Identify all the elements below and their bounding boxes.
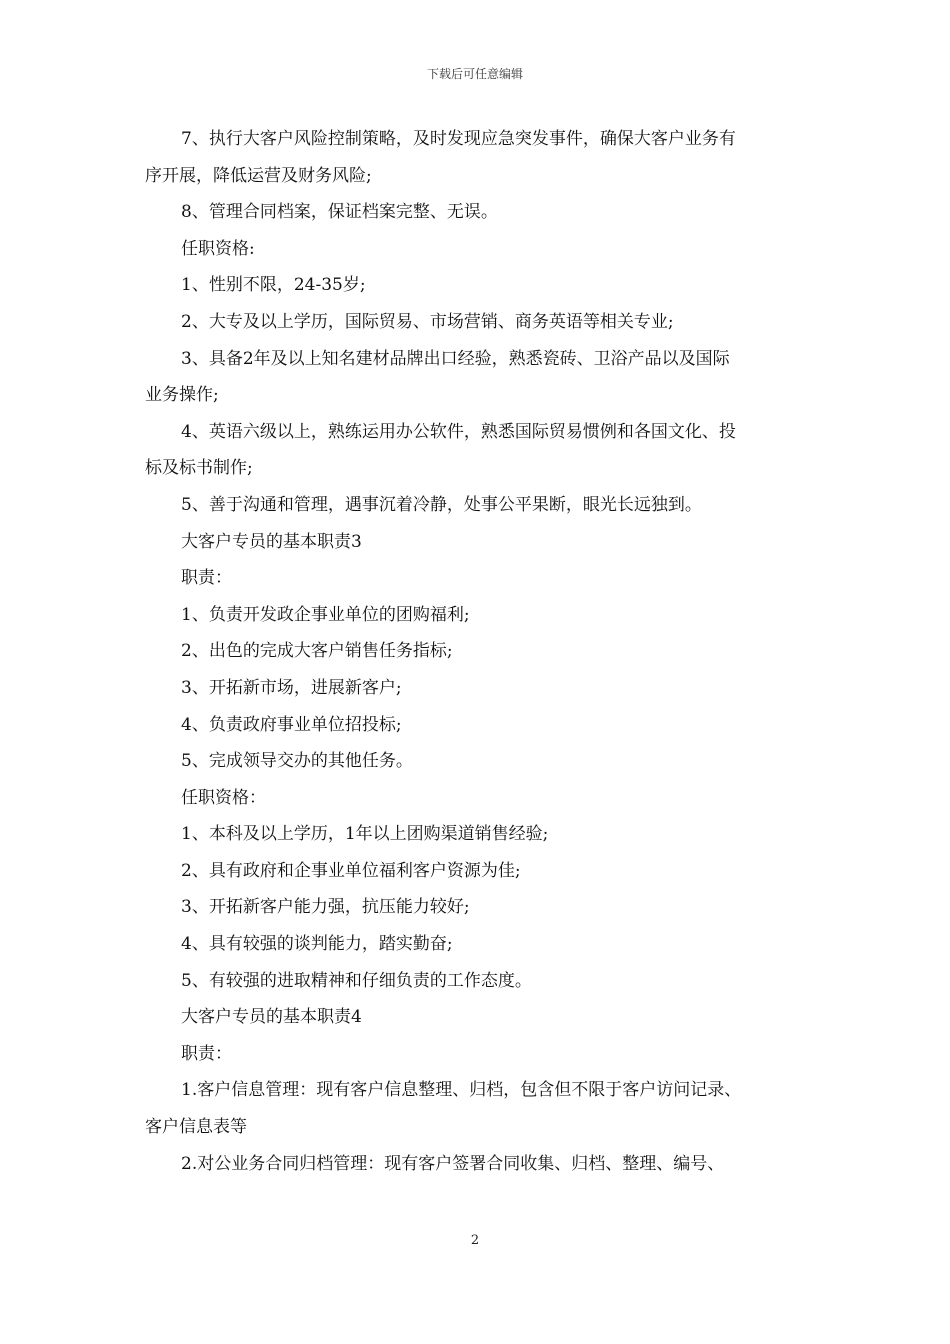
text-line: 3、开拓新客户能力强，抗压能力较好; xyxy=(181,897,470,918)
text-line: 4、具有较强的谈判能力，踏实勤奋; xyxy=(181,934,453,955)
text-line: 1、性别不限，24-35岁; xyxy=(181,275,366,296)
text-line: 2、具有政府和企事业单位福利客户资源为佳; xyxy=(181,860,521,881)
text-line: 客户信息表等 xyxy=(145,1117,247,1138)
section-heading: 大客户专员的基本职责4 xyxy=(181,1007,362,1028)
page-header: 下载后可任意编辑 xyxy=(426,67,523,81)
section-heading: 大客户专员的基本职责3 xyxy=(181,531,362,552)
text-line: 任职资格： xyxy=(181,787,266,808)
text-line: 1.客户信息管理：现有客户信息整理、归档，包含但不限于客户访问记录、 xyxy=(181,1080,742,1101)
text-line: 4、英语六级以上，熟练运用办公软件，熟悉国际贸易惯例和各国文化、投 xyxy=(181,421,736,442)
text-line: 5、有较强的进取精神和仔细负责的工作态度。 xyxy=(181,970,532,991)
text-line: 3、开拓新市场，进展新客户; xyxy=(181,677,402,698)
text-line: 1、本科及以上学历，1年以上团购渠道销售经验; xyxy=(181,824,549,845)
text-line: 1、负责开发政企事业单位的团购福利; xyxy=(181,604,470,625)
text-line: 2、出色的完成大客户销售任务指标; xyxy=(181,641,453,662)
text-line: 职责： xyxy=(181,1043,232,1064)
document-body xyxy=(145,121,810,1182)
text-line: 2、大专及以上学历，国际贸易、市场营销、商务英语等相关专业; xyxy=(181,311,674,332)
text-line: 7、执行大客户风险控制策略，及时发现应急突发事件，确保大客户业务有 xyxy=(181,129,736,149)
text-line: 2.对公业务合同归档管理：现有客户签署合同收集、归档、整理、编号、 xyxy=(181,1153,725,1174)
page-number: 2 xyxy=(470,1233,480,1248)
text-line: 标及标书制作; xyxy=(145,458,253,479)
text-line: 任职资格: xyxy=(181,238,255,259)
text-line: 职责： xyxy=(181,568,232,589)
text-line: 业务操作; xyxy=(145,385,219,406)
text-line: 8、管理合同档案，保证档案完整、无误。 xyxy=(181,202,498,223)
text-line: 5、完成领导交办的其他任务。 xyxy=(181,751,413,772)
text-line: 4、负责政府事业单位招投标; xyxy=(181,714,402,735)
text-line: 5、善于沟通和管理，遇事沉着冷静，处事公平果断，眼光长远独到。 xyxy=(181,494,702,515)
text-line: 序开展，降低运营及财务风险; xyxy=(145,165,372,186)
text-line: 3、具备2年及以上知名建材品牌出口经验，熟悉瓷砖、卫浴产品以及国际 xyxy=(181,348,730,369)
